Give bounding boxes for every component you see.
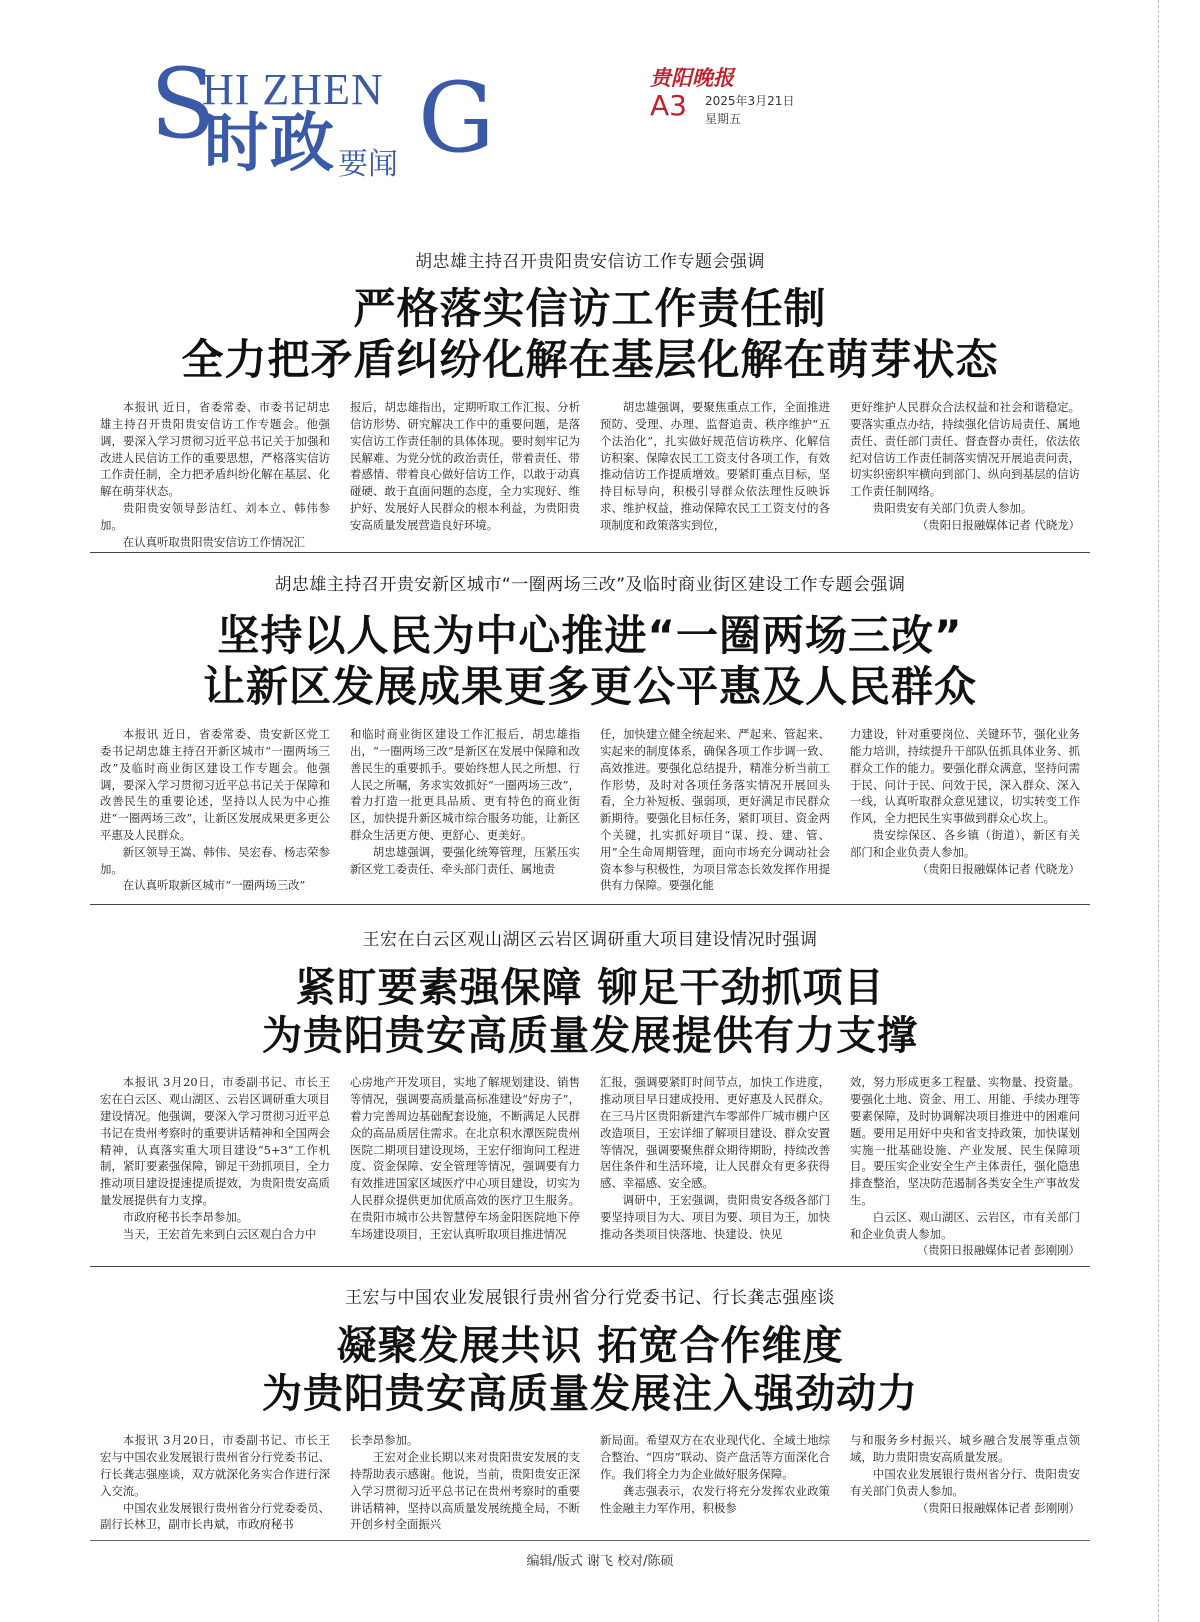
article-kicker: 王宏与中国农业发展银行贵州省分行党委书记、行长龚志强座谈 xyxy=(345,1288,835,1308)
paragraph: 贵阳贵安有关部门负责人参加。 xyxy=(872,500,1033,515)
article-column xyxy=(350,1074,580,1246)
paper-name-logo: 贵阳晚报 xyxy=(650,65,734,90)
article-headline-line-1: 严格落实信访工作责任制 xyxy=(353,284,827,334)
article-1 xyxy=(100,252,1080,549)
article-body xyxy=(100,726,1080,893)
masthead xyxy=(150,48,795,202)
paragraph: 长李昂参加。 xyxy=(350,1433,419,1448)
article-column xyxy=(100,399,330,549)
article-kicker: 胡忠雄主持召开贵阳贵安信访工作专题会强调 xyxy=(415,252,765,272)
article-column xyxy=(350,1432,580,1538)
page-number: A3 xyxy=(650,89,687,122)
article-body xyxy=(100,1432,1080,1538)
section-title: 时政 xyxy=(204,107,336,181)
paragraph: 更好维护人民群众合法权益和社会和谐稳定。要落实重点办结，持续强化信访局责任、属地责任、责任部门责任、督查督办责任，依法依纪对信访工作责任制落实情况开展追责问责，切实织密织牢横向到部门、纵向到基层的信访工作责任制网络。 xyxy=(850,400,1080,499)
paragraph: 汇报，强调要紧盯时间节点，加快工作进度，推动项目早日建成投用、更好惠及人民群众。在三马片区贵阳新建汽车零部件厂城市棚户区改造项目，王宏详细了解项目建设、群众安置等情况，强调要聚焦群众期待期盼，持续改善居住条件和生活环境，让人民群众有更多获得感、幸福感、安全感。 xyxy=(600,1075,830,1191)
paragraph: 与和服务乡村振兴、城乡融合发展等重点领域，助力贵阳贵安高质量发展。 xyxy=(850,1433,1080,1465)
paragraph: 当天，王宏首先来到白云区观白合力中 xyxy=(122,1226,317,1241)
paragraph: 本报讯 3月20日，市委副书记、市长王宏与中国农业发展银行贵州省分行党委书记、行长龚志强座谈，双方就深化务实合作进行深入交流。 xyxy=(100,1433,330,1498)
article-body xyxy=(100,399,1080,549)
paragraph: 任，加快建立健全统起来、严起来、管起来、实起来的制度体系，确保各项工作步调一致、高效推进。要强化总结提升，精准分析当前工作形势，及时对各项任务落实情况开展回头看，全力补短板、强弱项，更好满足市民群众新期待。要强化目标任务，紧盯项目、资金两个关键，扎实抓好项目“谋、投、建、管、用”全生命周期管理，面向市场充分调动社会资本参与积极性，为项目常态长效发挥作用提供有力保障。要强化能 xyxy=(600,727,830,893)
paragraph: 中国农业发展银行贵州省分行党委委员、副行长林卫，副市长冉斌，市政府秘书 xyxy=(100,1500,330,1532)
paragraph: 力建设，针对重要岗位、关键环节，强化业务能力培训，持续提升干部队伍抓具体业务、抓群众工作的能力。要强化群众满意，坚持问需于民、问计于民、问效于民，深入群众、深入一线，认真听取群众意见建议，切实转变工作作风，全力把民生实事做到群众心坎上。 xyxy=(850,727,1080,826)
masthead-pinyin-s: S xyxy=(150,48,216,160)
paragraph: 胡忠雄强调，要聚焦重点工作，全面推进预防、受理、办理、监督追责、秩序维护“五个法治化”，扎实做好规范信访秩序、化解信访积案、保障农民工工资支付各项工作，有效推动信访工作提质增效。要紧盯重点目标，坚持目标导向，积极引导群众依法理性反映诉求、维护权益，推动保障农民工工资支付的各项制度和政策落实到位， xyxy=(600,400,830,532)
article-headline-line-2: 为贵阳贵安高质量发展注入强劲动力 xyxy=(262,1371,918,1418)
page-edge-line xyxy=(1158,0,1160,1622)
paragraph: 报后，胡忠雄指出，定期听取工作汇报、分析信访形势、研究解决工作中的重要问题，是落实信访工作责任制的具体体现。要时刻牢记为民解难、为党分忧的政治责任，带着责任、带着感情、带着良心做好信访工作，以敢于动真碰硬、敢于直面问题的态度，全力实现好、维护好、发展好人民群众的根本利益，为贵阳贵安高质量发展营造良好环境。 xyxy=(350,400,580,532)
paragraph: 胡忠雄强调，要强化统筹管理，压紧压实新区党工委责任、牵头部门责任、属地责 xyxy=(350,844,580,876)
article-2 xyxy=(100,575,1080,893)
section-subtitle: 要闻 xyxy=(338,147,398,182)
paragraph: 和临时商业街区建设工作汇报后，胡忠雄指出，“一圈两场三改”是新区在发展中保障和改善民生的重要抓手。要始终想人民之所想、行人民之所嘱，务求实效抓好“一圈两场三改”，着力打造一批更具品质、更有特色的商业街区，加快提升新区城市综合服务功能，让新区群众生活更方便、更舒心、更美好。 xyxy=(350,727,580,842)
article-column xyxy=(850,399,1080,532)
paragraph: 在认真听取贵阳贵安信访工作情况汇 xyxy=(122,534,306,549)
byline: （贵阳日报融媒体记者 代晓龙） xyxy=(916,861,1080,876)
paragraph: 龚志强表示，农发行将充分发挥农业政策性金融主力军作用，积极参 xyxy=(600,1483,830,1515)
publication-weekday: 星期五 xyxy=(705,112,742,126)
paragraph: 本报讯 近日，省委常委、市委书记胡忠雄主持召开贵阳贵安信访工作专题会。他强调，要深入学习贯彻习近平总书记关于加强和改进人民信访工作的重要思想，严格落实信访工作责任制，全力把矛盾纠纷化解在基层、化解在萌芽状态。 xyxy=(100,400,330,499)
article-column xyxy=(850,726,1080,882)
paragraph: 贵安综保区、各乡镇（街道），新区有关部门和企业负责人参加。 xyxy=(850,827,1080,859)
article-column xyxy=(100,1074,330,1246)
masthead-pinyin-g: G xyxy=(418,62,495,174)
editor-credits: 编辑/版式 谢飞 校对/陈硕 xyxy=(526,1554,674,1569)
masthead-pinyin-middle: HI ZHEN xyxy=(202,65,384,114)
paragraph: 在认真听取新区城市“一圈两场三改” xyxy=(122,878,306,893)
byline: （贵阳日报融媒体记者 代晓龙） xyxy=(916,517,1080,532)
paragraph: 本报讯 3月20日，市委副书记、市长王宏在白云区、观山湖区、云岩区调研重大项目建设情况。他强调，要深入学习贯彻习近平总书记在贵州考察时的重要讲话精神和全国两会精神，认真落实重大项目建设“5+3”工作机制，紧盯要素强保障，铆足干劲抓项目，全力推动项目建设提速提质提效，为贵阳贵安高质量发展提供有力支撑。 xyxy=(100,1075,330,1207)
divider xyxy=(90,1266,1090,1267)
article-column xyxy=(100,1432,330,1538)
article-kicker: 王宏在白云区观山湖区云岩区调研重大项目建设情况时强调 xyxy=(362,930,818,950)
paragraph: 效，努力形成更多工程量、实物量、投资量。要强化土地、资金、用工、用能、手续办理等要素保障，及时协调解决项目推进中的困难问题。要用足用好中央和省支持政策，加快谋划实施一批基础设施、产业发展、民生保障项目。要压实企业安全生产主体责任，强化隐患排查整治，坚决防范遏制各类安全生产事故发生。 xyxy=(850,1075,1080,1207)
article-column xyxy=(100,726,330,893)
paragraph: 心房地产开发项目，实地了解规划建设、销售等情况，强调要高质量高标准建设“好房子”，着力完善周边基础配套设施，不断满足人民群众的高品质居住需求。在北京积水潭医院贵州医院二期项目建设现场，王宏仔细询问工程进度、资金保障、安全管理等情况，强调要有力有效推进国家区域医疗中心项目建设，切实为人民群众提供更加优质高效的医疗卫生服务。在贵阳市城市公共智慧停车场金阳医院地下停车场建设项目，王宏认真听取项目推进情况 xyxy=(350,1075,580,1241)
paragraph: 贵阳贵安领导彭洁红、刘本立、韩伟参加。 xyxy=(100,500,330,532)
paragraph: 白云区、观山湖区、云岩区，市有关部门和企业负责人参加。 xyxy=(850,1209,1080,1241)
article-column xyxy=(600,1432,830,1538)
article-headline-line-2: 让新区发展成果更多更公平惠及人民群众 xyxy=(202,661,977,711)
article-column xyxy=(850,1074,1080,1258)
paragraph: 新区领导王嵩、韩伟、吴宏春、杨志荣参加。 xyxy=(100,844,330,876)
article-headline-line-2: 为贵阳贵安高质量发展提供有力支撑 xyxy=(262,1013,918,1060)
footer-divider xyxy=(90,1540,1090,1541)
article-kicker: 胡忠雄主持召开贵安新区城市“一圈两场三改”及临时商业街区建设工作专题会强调 xyxy=(274,575,906,595)
article-column xyxy=(600,726,830,893)
article-headline-line-2: 全力把矛盾纠纷化解在基层化解在萌芽状态 xyxy=(181,334,999,384)
divider xyxy=(90,904,1090,905)
paragraph: 王宏对企业长期以来对贵阳贵安发展的支持帮助表示感谢。他说，当前，贵阳贵安正深入学习贯彻习近平总书记在贵州考察时的重要讲话精神，坚持以高质量发展统揽全局，不断开创乡村全面振兴 xyxy=(350,1450,580,1532)
article-column xyxy=(350,399,580,532)
paragraph: 市政府秘书长李昂参加。 xyxy=(122,1209,249,1224)
article-headline-line-1: 紧盯要素强保障 铆足干劲抓项目 xyxy=(295,965,885,1012)
byline: （贵阳日报融媒体记者 彭刚刚） xyxy=(916,1243,1080,1258)
paragraph: 中国农业发展银行贵州省分行、贵阳贵安有关部门负责人参加。 xyxy=(850,1466,1080,1498)
article-headline-line-1: 坚持以人民为中心推进“一圈两场三改” xyxy=(217,611,963,661)
byline: （贵阳日报融媒体记者 彭刚刚） xyxy=(916,1500,1080,1515)
divider xyxy=(90,552,1090,553)
article-column xyxy=(600,1074,830,1246)
article-column xyxy=(350,726,580,882)
paragraph: 新局面。希望双方在农业现代化、全域土地综合整治、“四房”联动、资产盘活等方面深化合作。我们将全力为企业做好服务保障。 xyxy=(600,1433,830,1481)
article-headline-line-1: 凝聚发展共识 拓宽合作维度 xyxy=(336,1323,844,1370)
paragraph: 调研中，王宏强调，贵阳贵安各级各部门要坚持项目为大、项目为要、项目为王，加快推动各类项目快落地、快建设、快见 xyxy=(600,1192,830,1241)
article-column xyxy=(850,1432,1080,1538)
article-column xyxy=(600,399,830,532)
paragraph: 本报讯 近日，省委常委、贵安新区党工委书记胡忠雄主持召开新区城市“一圈两场三改”及临时商业街区建设工作专题会。他强调，要深入学习贯彻习近平总书记关于保障和改善民生的重要论述，坚持以人民为中心推进“一圈两场三改”，让新区发展成果更多更公平惠及人民群众。 xyxy=(100,727,330,842)
article-4 xyxy=(100,1288,1080,1538)
article-body xyxy=(100,1074,1080,1258)
publication-date: 2025年3月21日 xyxy=(705,94,795,108)
article-3 xyxy=(100,930,1080,1258)
